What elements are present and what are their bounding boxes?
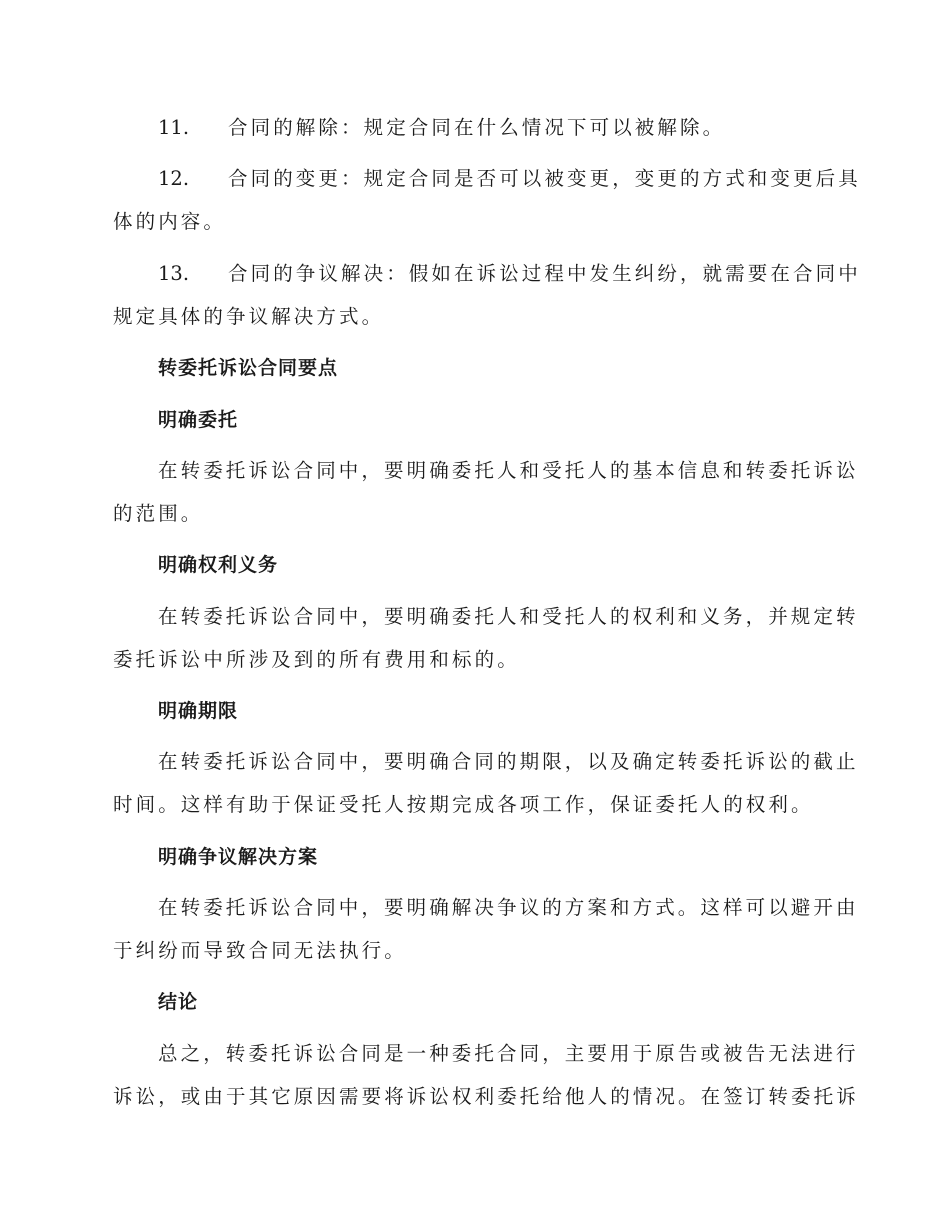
- paragraph-line: 委托诉讼中所涉及到的所有费用和标的。: [113, 648, 520, 671]
- conclusion-heading: 结论: [158, 991, 199, 1013]
- paragraph-line: 诉讼，或由于其它原因需要将诉讼权利委托给他人的情况。在签订转委托诉: [113, 1085, 859, 1108]
- list-item-12: [158, 167, 861, 191]
- item-number: 13.: [158, 262, 190, 285]
- paragraph-line: 时间。这样有助于保证受托人按期完成各项工作，保证委托人的权利。: [113, 793, 814, 816]
- paragraph-line: 在转委托诉讼合同中，要明确委托人和受托人的基本信息和转委托诉讼: [158, 459, 859, 482]
- item-text-continued: 体的内容。: [113, 210, 227, 233]
- item-text-continued: 规定具体的争议解决方式。: [113, 305, 385, 328]
- item-text: 合同的解除：规定合同在什么情况下可以被解除。: [228, 116, 726, 139]
- list-item-13: [158, 262, 861, 286]
- item-text: 合同的争议解决：假如在诉讼过程中发生纠纷，就需要在合同中: [228, 262, 861, 285]
- paragraph-line: 于纠纷而导致合同无法执行。: [113, 939, 407, 962]
- paragraph-line: 在转委托诉讼合同中，要明确解决争议的方案和方式。这样可以避开由: [158, 896, 859, 919]
- paragraph-line: 在转委托诉讼合同中，要明确合同的期限，以及确定转委托诉讼的截止: [158, 750, 859, 773]
- paragraph-line: 的范围。: [113, 502, 204, 525]
- item-number: 12.: [158, 167, 190, 190]
- paragraph-line: 在转委托诉讼合同中，要明确委托人和受托人的权利和义务，并规定转: [158, 605, 859, 628]
- list-item-11: [158, 116, 725, 140]
- section-title: 转委托诉讼合同要点: [158, 357, 339, 379]
- section-heading: 明确权利义务: [158, 554, 279, 576]
- section-heading: 明确委托: [158, 409, 239, 431]
- item-text: 合同的变更：规定合同是否可以被变更，变更的方式和变更后具: [228, 167, 861, 190]
- section-heading: 明确期限: [158, 700, 239, 722]
- section-heading: 明确争议解决方案: [158, 846, 319, 868]
- paragraph-line: 总之，转委托诉讼合同是一种委托合同，主要用于原告或被告无法进行: [158, 1042, 859, 1065]
- item-number: 11.: [158, 116, 190, 139]
